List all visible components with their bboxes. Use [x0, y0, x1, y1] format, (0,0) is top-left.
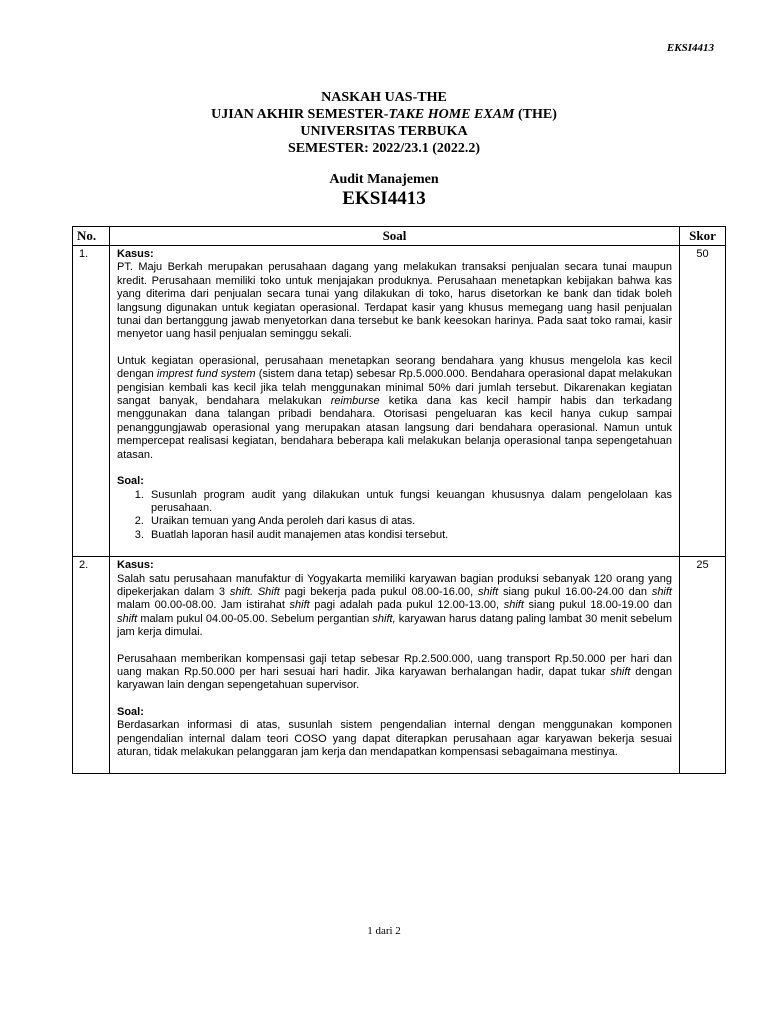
italic-term: reimburse — [330, 395, 380, 408]
text-run: siang pukul 16.00-24.00 dan — [498, 585, 652, 598]
list-item: 3. Buatlah laporan hasil audit manajemen atas kondisi tersebut. — [147, 529, 672, 542]
title-line-2-suffix: (THE) — [514, 107, 557, 122]
italic-term: shift — [478, 585, 499, 598]
italic-term: shift — [117, 612, 138, 625]
header-course-code: EKSI4413 — [666, 42, 714, 54]
exam-table — [72, 226, 726, 774]
text-run: siang pukul 18.00-19.00 dan — [523, 599, 672, 612]
text-run: (sistem dana tetap) sebesar Rp.5.000.000. Bendahara operasional dapat melakukan pengisian kembali kas kecil jika telah menggunakan minimal 50% dari jumlah tersebut. Dikarenakan kegiatan sangat banyak, bendahara melakukan — [117, 368, 673, 408]
soal-label: Soal: — [117, 475, 144, 488]
text-run: dengan karyawan lain dengan sepengetahuan supervisor. — [117, 665, 672, 692]
title-line-1: NASKAH UAS-THE — [321, 90, 447, 105]
row-number: 1. — [73, 246, 110, 557]
table-row — [73, 557, 726, 774]
page-number: 1 dari 2 — [367, 925, 401, 937]
case-paragraph — [117, 355, 672, 462]
italic-term: shift, — [372, 612, 396, 625]
case-paragraph: PT. Maju Berkah merupakan perusahaan dagang yang melakukan transaksi penjualan secara tunai maupun kredit. Perusahaan memiliki toko untuk menjajakan produknya. Perusahaan menetapkan kebijakan bahwa kas yang diterima dari penjualan secara tunai yang dilakukan di toko, harus disetorkan ke bank dan tidak boleh langsung digunakan untuk kegiatan operasional. Terdapat kasir yang khusus memegang uang hasil penjualan tunai dan bertanggung jawab menyetorkan dana tersebut ke bank keesokan harinya. Pada saat toko ramai, kasir menyetor uang hasil penjualan seminggu sekali. — [117, 261, 672, 341]
text-run: Salah satu perusahaan manufaktur di Yogyakarta memiliki karyawan bagian produksi sebanyak 120 orang yang dipekerjakan dalam 3 — [117, 572, 672, 598]
text-run: Untuk kegiatan operasional, perusahaan menetapkan seorang bendahara yang khusus mengelola kas kecil dengan — [117, 354, 672, 381]
course-name: Audit Manajemen — [329, 172, 439, 187]
row-number: 2. — [73, 557, 110, 774]
header-no: No. — [73, 227, 110, 246]
score-cell: 50 — [680, 246, 726, 557]
question-paragraph: Berdasarkan informasi di atas, susunlah sistem pengendalian internal dengan menggunakan komponen pengendalian internal dalam teori COSO yang dapat diterapkan perusahaan agar karyawan bekerja sesuai aturan, tidak melakukan pelanggaran jam kerja dan mendapatkan kompensasi sebagaimana mestinya. — [117, 719, 672, 758]
kasus-label: Kasus: — [117, 559, 154, 572]
italic-term: shift — [610, 665, 631, 678]
text-run: malam pukul 04.00-05.00. Sebelum pergantian — [137, 612, 373, 625]
kasus-label: Kasus: — [117, 248, 154, 260]
exam-title-block — [0, 89, 768, 157]
title-line-4: SEMESTER: 2022/23.1 (2022.2) — [287, 141, 481, 156]
course-code: EKSI4413 — [342, 188, 426, 209]
score-cell: 25 — [680, 557, 726, 774]
list-item: 1. Susunlah program audit yang dilakukan untuk fungsi keuangan khususnya dalam pengelolaan kas perusahaan. — [147, 489, 672, 516]
soal-label: Soal: — [117, 705, 144, 718]
text-run: Perusahaan memberikan kompensasi gaji tetap sebesar Rp.2.500.000, uang transport Rp.50.000 per hari dan uang makan Rp.50.000 per hari sesuai hari hadir. Jika karyawan berhalangan hadir, dapat tukar — [117, 652, 672, 678]
case-paragraph — [117, 653, 672, 693]
italic-term: shift — [503, 599, 524, 612]
header-skor: Skor — [680, 227, 726, 246]
title-line-2 — [0, 106, 768, 123]
header-soal: Soal — [110, 227, 680, 246]
question-cell — [110, 557, 680, 774]
question-cell — [110, 246, 680, 557]
case-paragraph — [117, 573, 672, 640]
text-run: pagi adalah pada pukul 12.00-13.00, — [309, 599, 504, 612]
table-header-row — [73, 227, 726, 246]
text-run: karyawan harus datang paling lambat 30 menit sebelum jam kerja dimulai. — [117, 612, 672, 639]
text-run: ketika dana kas kecil hampir habis dan terkadang menggunakan dana talangan pribadi bendahara. Otorisasi pengeluaran kas kecil hanya cukup sampai penanggungjawab operasional yang merupakan atasan langsung dari bendahara operasional. Namun untuk mempercepat realisasi kegiatan, bendahara beberapa kali melakukan belanja operasional tanpa sepengetahuan atasan. — [117, 395, 673, 461]
title-line-2-emphasis: TAKE HOME EXAM — [388, 107, 515, 122]
italic-term: shift — [651, 585, 672, 598]
italic-term: shift — [289, 599, 310, 612]
text-run: malam 00.00-08.00. Jam istirahat — [117, 599, 290, 612]
table-row — [73, 246, 726, 557]
title-line-3: UNIVERSITAS TERBUKA — [300, 124, 468, 139]
title-line-2-prefix: UJIAN AKHIR SEMESTER- — [211, 107, 389, 122]
list-item: 2. Uraikan temuan yang Anda peroleh dari kasus di atas. — [147, 515, 672, 528]
italic-term: shift. Shift — [229, 585, 280, 598]
text-run: pagi bekerja pada pukul 08.00-16.00, — [279, 585, 479, 598]
question-list — [117, 489, 672, 543]
italic-term: imprest fund system — [156, 368, 256, 381]
